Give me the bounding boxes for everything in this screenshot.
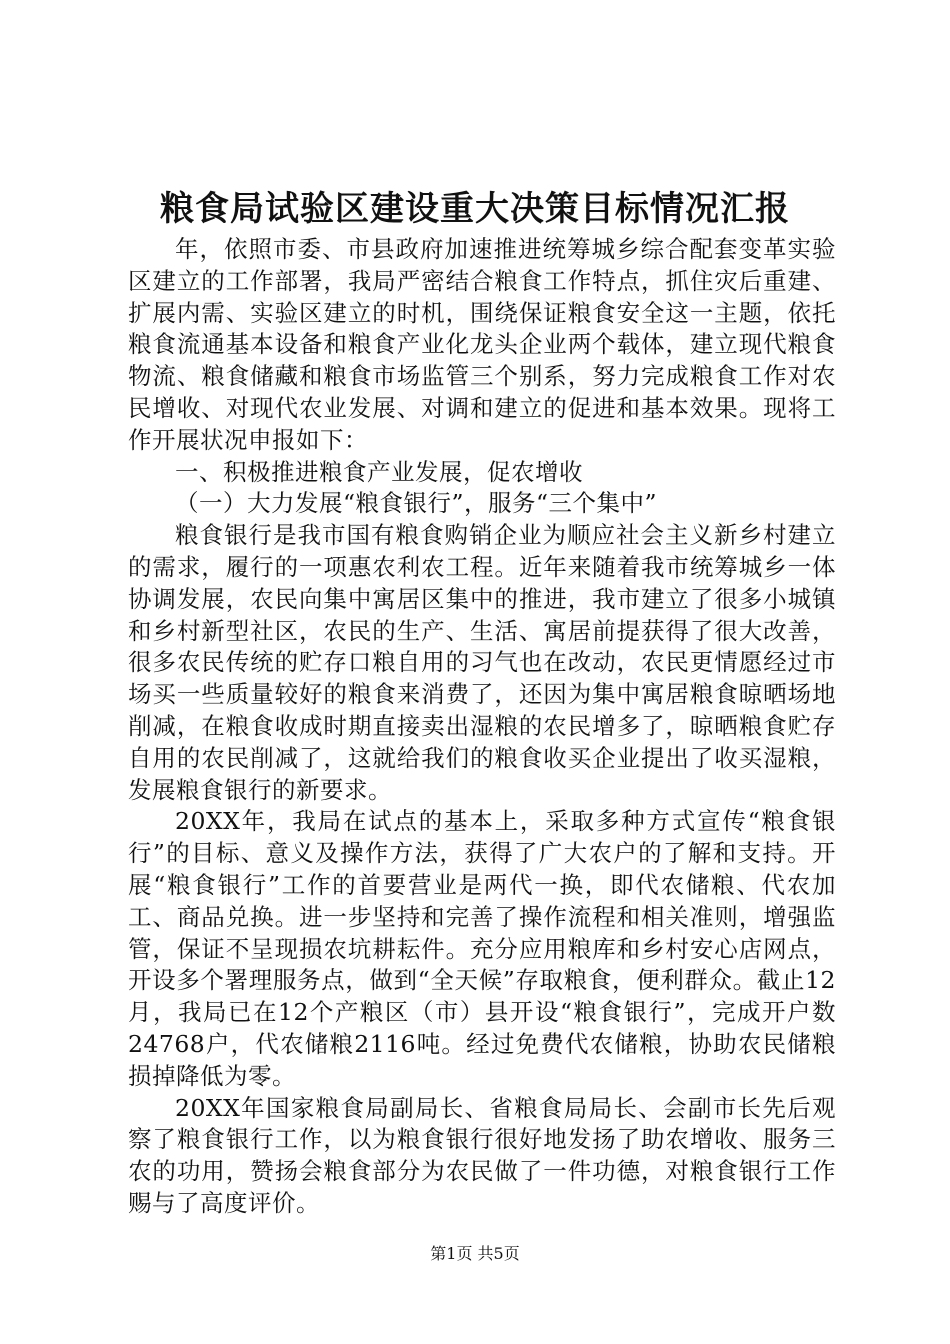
- page-footer: 第1页 共5页: [430, 1244, 520, 1263]
- document-title: 粮食局试验区建设重大决策目标情况汇报: [160, 189, 790, 229]
- paragraph-20xx-evaluation: 20XX年国家粮食局副局长、省粮食局局长、会副市长先后观察了粮食银行工作，以为粮食银行很好地发扬了助农增收、服务三农的功用，赞扬会粮食部分为农民做了一件功德，对粮食银行工作赐与了高度评价。: [128, 1093, 836, 1217]
- subsection-heading-1: （一）大力发展“粮食银行”，服务“三个集中”: [175, 489, 658, 518]
- paragraph-20xx-progress: 20XX年，我局在试点的基本上，采取多种方式宣传“粮食银行”的目标、意义及操作方法，获得了广大农户的了解和支持。开展“粮食银行”工作的首要营业是两代一换，即代农储粮、代农加工、商品兑换。进一步坚持和完善了操作流程和相关准则，增强监管，保证不呈现损农坑耕耘件。充分应用粮库和乡村安心店网点，开设多个署理服务点，做到“全天候”存取粮食，便利群众。截止12月，我局已在12个产粮区（市）县开设“粮食银行”，完成开户数24768户，代农储粮2116吨。经过免费代农储粮，协助农民储粮损掉降低为零。: [128, 807, 836, 1090]
- paragraph-intro: 年，依照市委、市县政府加速推进统筹城乡综合配套变革实验区建立的工作部署，我局严密结合粮食工作特点，抓住灾后重建、扩展内需、实验区建立的时机，围绕保证粮食安全这一主题，依托粮食流通基本设备和粮食产业化龙头企业两个载体，建立现代粮食物流、粮食储藏和粮食市场监管三个别系，努力完成粮食工作对农民增收、对现代农业发展、对调和建立的促进和基本效果。现将工作开展状况申报如下：: [128, 235, 836, 454]
- paragraph-grain-bank: 粮食银行是我市国有粮食购销企业为顺应社会主义新乡村建立的需求，履行的一项惠农利农工程。近年来随着我市统筹城乡一体协调发展，农民向集中寓居区集中的推进，我市建立了很多小城镇和乡村新型社区，农民的生产、生活、寓居前提获得了很大改善，很多农民传统的贮存口粮自用的习气也在改动，农民更情愿经过市场买一些质量较好的粮食来消费了，还因为集中寓居粮食晾晒场地削减，在粮食收成时期直接卖出湿粮的农民增多了，晾晒粮食贮存自用的农民削减了，这就给我们的粮食收买企业提出了收买湿粮，发展粮食银行的新要求。: [128, 521, 836, 804]
- document-body: [128, 234, 836, 1220]
- section-heading-1: 一、积极推进粮食产业发展，促农增收: [175, 457, 583, 486]
